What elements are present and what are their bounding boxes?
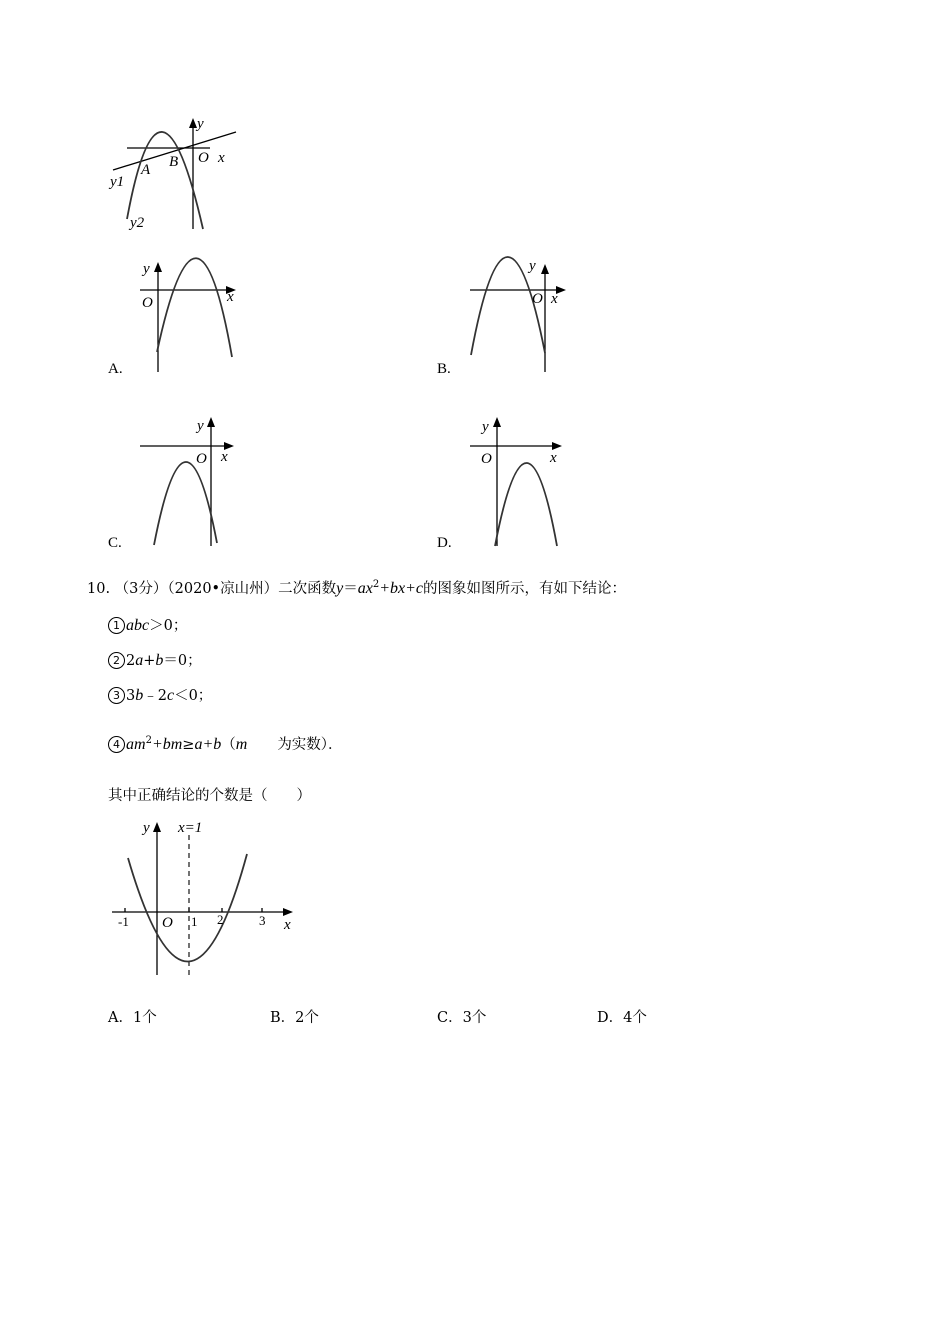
conclusion-4: 4 $am^2+bm\ge a+b(m$ 为实数）．: [108, 735, 343, 755]
point-a-label: A: [141, 162, 151, 178]
question-number: 10.: [87, 581, 111, 597]
origin-label: O: [162, 915, 173, 931]
svg-text:y: y: [143, 261, 150, 277]
choice-a[interactable]: A．1个: [108, 1010, 157, 1026]
svg-text:O: O: [532, 291, 543, 307]
q10-stem: 10. （3分）（2020•凉山州）二次函数$y=ax^2+bx+c$的图象如图所示，有如下结论：: [87, 579, 627, 597]
question-source: （2020•凉山州）: [167, 581, 279, 597]
tick-label: 2: [217, 912, 224, 927]
parabola: [128, 854, 247, 962]
question-prompt: 其中正确结论的个数是（ ）: [108, 788, 311, 804]
choice-c[interactable]: C．3个: [437, 1010, 487, 1026]
choice-d[interactable]: D．4个: [597, 1010, 647, 1026]
tick-label: 3: [259, 913, 266, 928]
y-axis-label: y: [143, 820, 150, 836]
origin-label: O: [198, 150, 209, 166]
svg-text:x: x: [551, 291, 558, 307]
option-letter: D.: [437, 535, 452, 551]
svg-text:y: y: [482, 419, 489, 435]
y-axis-label: y: [197, 116, 204, 132]
svg-text:y: y: [197, 418, 204, 434]
svg-text:y: y: [529, 258, 536, 274]
svg-text:x: x: [227, 289, 234, 305]
tick-label: 1: [191, 914, 198, 929]
x-axis-label: x: [284, 917, 291, 933]
question-score: （3分）: [114, 581, 168, 597]
tick-label: -1: [118, 914, 129, 929]
svg-text:x: x: [550, 450, 557, 466]
conclusion-2: 2 2a+b＝0；: [108, 651, 202, 671]
option-letter: A.: [108, 361, 123, 377]
y1-label: y1: [110, 174, 125, 190]
point-b-label: B: [169, 154, 179, 170]
conclusion-1: 1 abc＞0；: [108, 616, 187, 636]
x-axis-label: x: [218, 150, 225, 166]
svg-text:O: O: [142, 295, 153, 311]
svg-text:x: x: [221, 449, 228, 465]
svg-text:O: O: [481, 451, 492, 467]
symmetry-axis-label: x=1: [178, 820, 203, 836]
svg-text:O: O: [196, 451, 207, 467]
choice-b[interactable]: B．2个: [270, 1010, 319, 1026]
option-letter: B.: [437, 361, 451, 377]
option-letter: C.: [108, 535, 122, 551]
y2-label: y2: [130, 215, 145, 231]
conclusion-3: 3 3b﹣2c＜0；: [108, 686, 212, 706]
